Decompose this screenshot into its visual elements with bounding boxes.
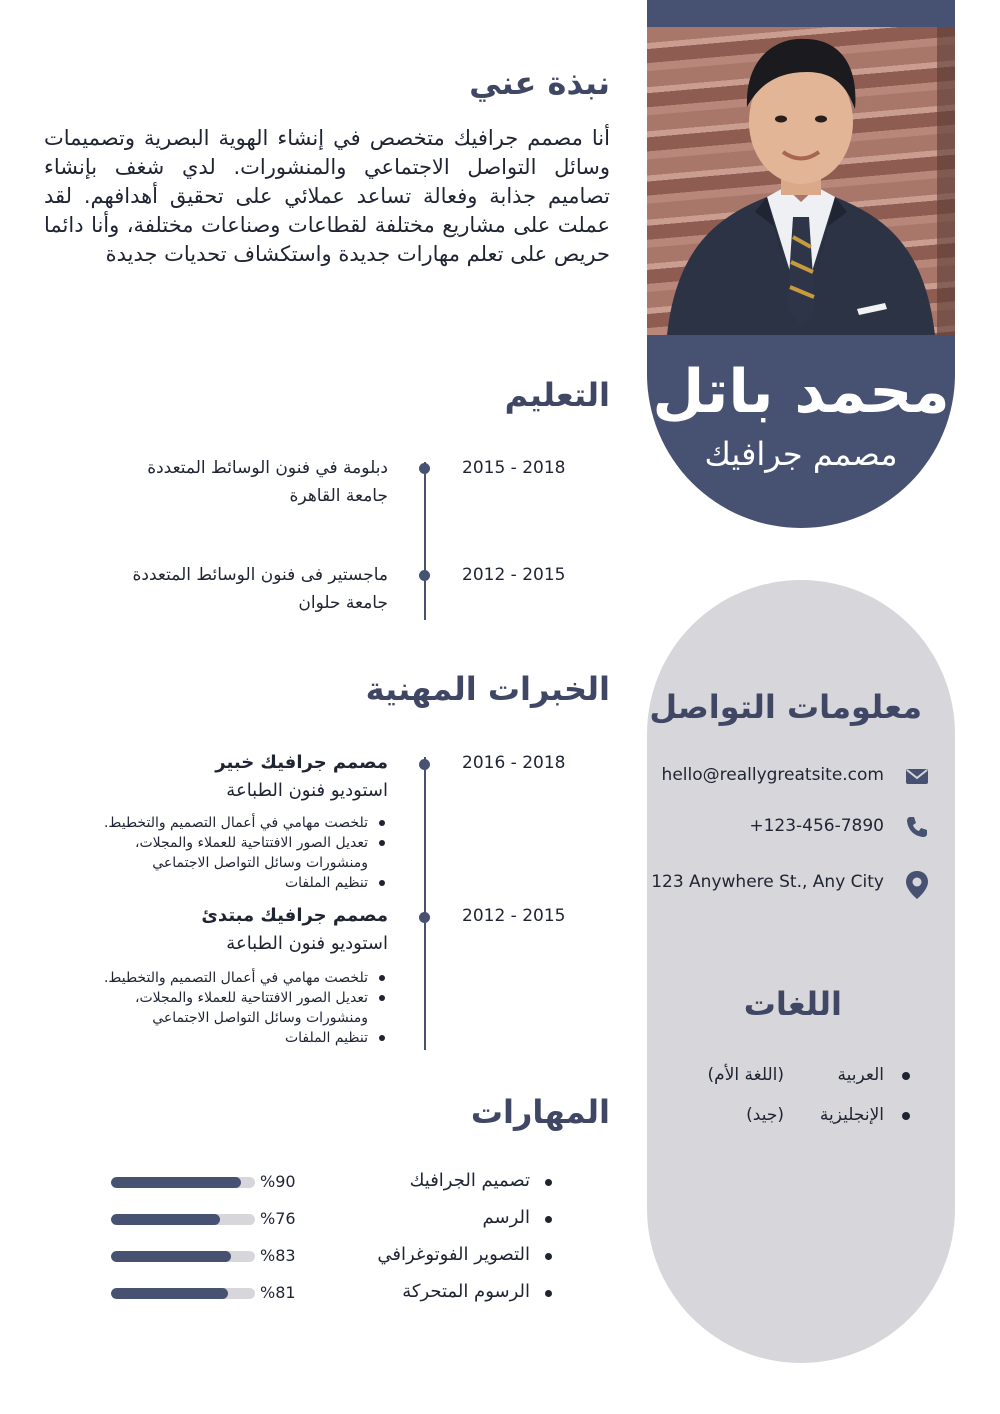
- list-item: تلخصت مهامي في أعمال التصميم والتخطيط.: [104, 968, 388, 988]
- job-title: مصمم جرافيك: [704, 435, 898, 473]
- skill-name: الرسوم المتحركة: [402, 1281, 530, 1302]
- experience-role: مصمم جرافيك خبير: [215, 752, 388, 773]
- list-item: ومنشورات وسائل التواصل الاجتماعي: [152, 1010, 368, 1026]
- language-level: (جيد): [746, 1105, 784, 1125]
- contact-phone-row: [660, 810, 930, 844]
- experience-timeline: [424, 757, 426, 1050]
- skill-bar: [111, 1177, 255, 1188]
- skill-name: تصميم الجرافيك: [409, 1170, 530, 1191]
- list-item: تعديل الصور الافتتاحية للعملاء والمجلات،: [104, 988, 388, 1008]
- skill-name: الرسم: [482, 1207, 530, 1228]
- skill-percent: %76: [260, 1209, 296, 1228]
- timeline-dot: [419, 463, 430, 474]
- contact-address-row: [651, 866, 930, 900]
- skill-bar-fill: [111, 1177, 241, 1188]
- skill-bar: [111, 1251, 255, 1262]
- bullet-icon: [545, 1216, 552, 1223]
- bullet-icon: [545, 1179, 552, 1186]
- language-name: الإنجليزية: [819, 1105, 884, 1125]
- location-pin-icon: [904, 870, 930, 896]
- language-item: [690, 1063, 920, 1093]
- experience-bullets: [104, 968, 388, 1048]
- languages-section-title: اللغات: [743, 985, 842, 1023]
- education-degree: دبلومة في فنون الوسائط المتعددة: [147, 458, 388, 478]
- language-level: (اللغة الأم): [707, 1065, 784, 1085]
- bullet-icon: [379, 995, 385, 1001]
- list-item: تلخصت مهامي في أعمال التصميم والتخطيط.: [104, 813, 388, 833]
- education-entry: [133, 561, 388, 617]
- bullet-icon: [545, 1290, 552, 1297]
- envelope-icon: [904, 763, 930, 789]
- about-section-title: نبذة عني: [469, 64, 610, 102]
- language-item: [690, 1103, 920, 1133]
- timeline-dot: [419, 570, 430, 581]
- bullet-icon: [545, 1253, 552, 1260]
- list-item: تنظيم الملفات: [104, 873, 388, 893]
- profile-photo: [647, 27, 955, 335]
- education-section-title: التعليم: [504, 376, 610, 414]
- experience-role: مصمم جرافيك مبتدئ: [201, 905, 388, 926]
- skill-bar-fill: [111, 1288, 228, 1299]
- skill-percent: %81: [260, 1283, 296, 1302]
- skill-bar: [111, 1214, 255, 1225]
- contact-phone[interactable]: +123-456-7890: [749, 816, 884, 836]
- education-timeline: [424, 462, 426, 620]
- education-degree: ماجستير فى فنون الوسائط المتعددة: [132, 565, 388, 585]
- contact-email[interactable]: hello@reallygreatsite.com: [661, 765, 884, 785]
- contact-address[interactable]: 123 Anywhere St., Any City: [651, 872, 884, 892]
- experience-entry: [215, 749, 388, 805]
- skill-bar-fill: [111, 1251, 231, 1262]
- language-name: العربية: [837, 1065, 884, 1085]
- contact-section-title: معلومات التواصل: [649, 688, 922, 726]
- contact-email-row: [660, 759, 930, 793]
- education-entry: [147, 454, 388, 510]
- bullet-icon: [379, 880, 385, 886]
- full-name: محمد باتل: [652, 357, 950, 427]
- list-item: تنظيم الملفات: [104, 1028, 388, 1048]
- phone-icon: [904, 814, 930, 840]
- experience-bullets: [104, 813, 388, 893]
- list-item: تعديل الصور الافتتاحية للعملاء والمجلات،: [104, 833, 388, 853]
- bullet-icon: [379, 975, 385, 981]
- education-school: جامعة حلوان: [298, 593, 388, 613]
- skill-percent: %83: [260, 1246, 296, 1265]
- experience-entry: [201, 902, 388, 958]
- bullet-icon: [902, 1072, 910, 1080]
- skill-percent: %90: [260, 1172, 296, 1191]
- experience-years: 2016 - 2018: [462, 753, 566, 773]
- experience-company: استوديو فنون الطباعة: [226, 933, 388, 954]
- list-item: ومنشورات وسائل التواصل الاجتماعي: [152, 855, 368, 871]
- name-card: [647, 335, 955, 528]
- bullet-icon: [379, 840, 385, 846]
- bullet-icon: [902, 1112, 910, 1120]
- experience-section-title: الخبرات المهنية: [365, 670, 610, 708]
- education-years: 2015 - 2018: [462, 458, 566, 478]
- skill-bar: [111, 1288, 255, 1299]
- bullet-icon: [379, 820, 385, 826]
- education-school: جامعة القاهرة: [289, 486, 388, 506]
- top-accent-bar: [647, 0, 955, 27]
- education-years: 2012 - 2015: [462, 565, 566, 585]
- about-text: أنا مصمم جرافيك متخصص في إنشاء الهوية البصرية وتصميمات وسائل التواصل الاجتماعي والمنشورات. لدي شغف بإنشاء تصاميم جذابة وفعالة تساعد عملائي على تحقيق أهدافهم. لقد عملت على مشاريع مختلفة لقطاعات وصناعات مختلفة، وأنا دائما حريص على تعلم مهارات جديدة واستكشاف تحديات جديدة: [44, 126, 610, 266]
- skill-name: التصوير الفوتوغرافي: [377, 1244, 530, 1265]
- bullet-icon: [379, 1035, 385, 1041]
- timeline-dot: [419, 759, 430, 770]
- skill-bar-fill: [111, 1214, 220, 1225]
- skills-section-title: المهارات: [470, 1093, 610, 1131]
- experience-years: 2012 - 2015: [462, 906, 566, 926]
- timeline-dot: [419, 912, 430, 923]
- experience-company: استوديو فنون الطباعة: [226, 780, 388, 801]
- profile-photo-illustration: [647, 27, 955, 335]
